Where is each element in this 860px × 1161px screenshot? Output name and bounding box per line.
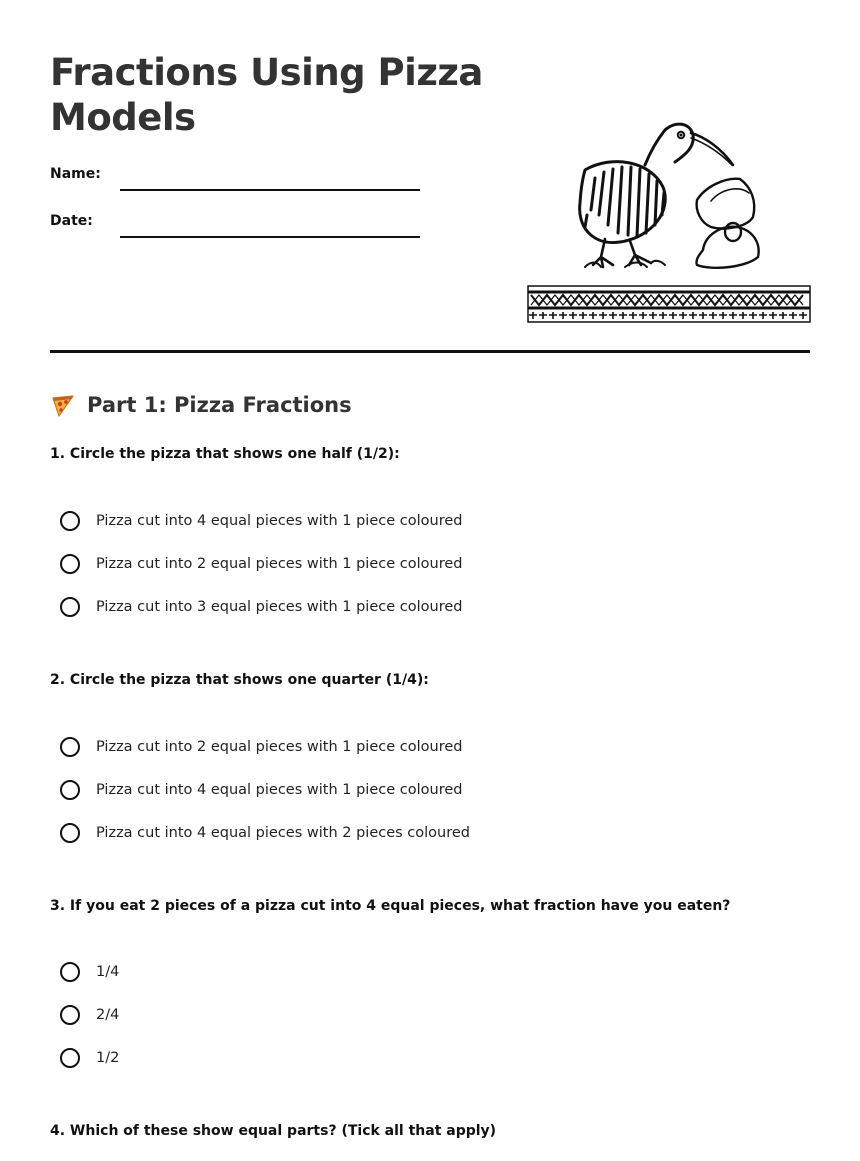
radio-button[interactable]: [60, 1048, 80, 1068]
option-label: Pizza cut into 4 equal pieces with 1 piece coloured: [96, 513, 463, 529]
q2-option-3[interactable]: [60, 820, 470, 846]
option-label: Pizza cut into 4 equal pieces with 1 piece coloured: [96, 782, 463, 798]
worksheet-title: Fractions Using Pizza Models: [50, 51, 483, 139]
radio-button[interactable]: [60, 597, 80, 617]
date-field[interactable]: [50, 209, 430, 239]
q3-option-3[interactable]: [60, 1045, 119, 1071]
option-label: Pizza cut into 2 equal pieces with 1 piece coloured: [96, 556, 463, 572]
radio-button[interactable]: [60, 511, 80, 531]
part-1-header: [50, 390, 352, 420]
question-1: 1. Circle the pizza that shows one half (1/2):: [50, 446, 400, 462]
name-line[interactable]: [120, 189, 420, 191]
radio-button[interactable]: [60, 823, 80, 843]
option-label: Pizza cut into 4 equal pieces with 2 pieces coloured: [96, 825, 471, 841]
question-2: 2. Circle the pizza that shows one quarter (1/4):: [50, 672, 429, 688]
name-field[interactable]: [50, 162, 430, 192]
radio-button[interactable]: [60, 962, 80, 982]
date-label: Date:: [50, 213, 93, 229]
option-label: Pizza cut into 3 equal pieces with 1 piece coloured: [96, 599, 463, 615]
option-label: Pizza cut into 2 equal pieces with 1 piece coloured: [96, 739, 463, 755]
section-divider: [50, 350, 810, 353]
radio-button[interactable]: [60, 554, 80, 574]
radio-button[interactable]: [60, 1005, 80, 1025]
option-label: 2/4: [96, 1007, 120, 1023]
option-label: 1/2: [96, 1050, 120, 1066]
date-line[interactable]: [120, 236, 420, 238]
q1-option-2[interactable]: [60, 551, 462, 577]
q2-option-1[interactable]: [60, 734, 462, 760]
pizza-icon: [50, 392, 76, 418]
part-1-title: Part 1: Pizza Fractions: [87, 393, 352, 417]
q1-option-1[interactable]: [60, 508, 462, 534]
option-label: 1/4: [96, 964, 120, 980]
radio-button[interactable]: [60, 780, 80, 800]
radio-button[interactable]: [60, 737, 80, 757]
q1-option-3[interactable]: [60, 594, 462, 620]
q3-option-2[interactable]: [60, 1002, 119, 1028]
q3-option-1[interactable]: [60, 959, 119, 985]
question-4: 4. Which of these show equal parts? (Tick all that apply): [50, 1123, 497, 1139]
kiwi-illustration: [525, 115, 815, 330]
q2-option-2[interactable]: [60, 777, 462, 803]
name-label: Name:: [50, 166, 101, 182]
question-3: 3. If you eat 2 pieces of a pizza cut into 4 equal pieces, what fraction have you eaten?: [50, 898, 731, 914]
